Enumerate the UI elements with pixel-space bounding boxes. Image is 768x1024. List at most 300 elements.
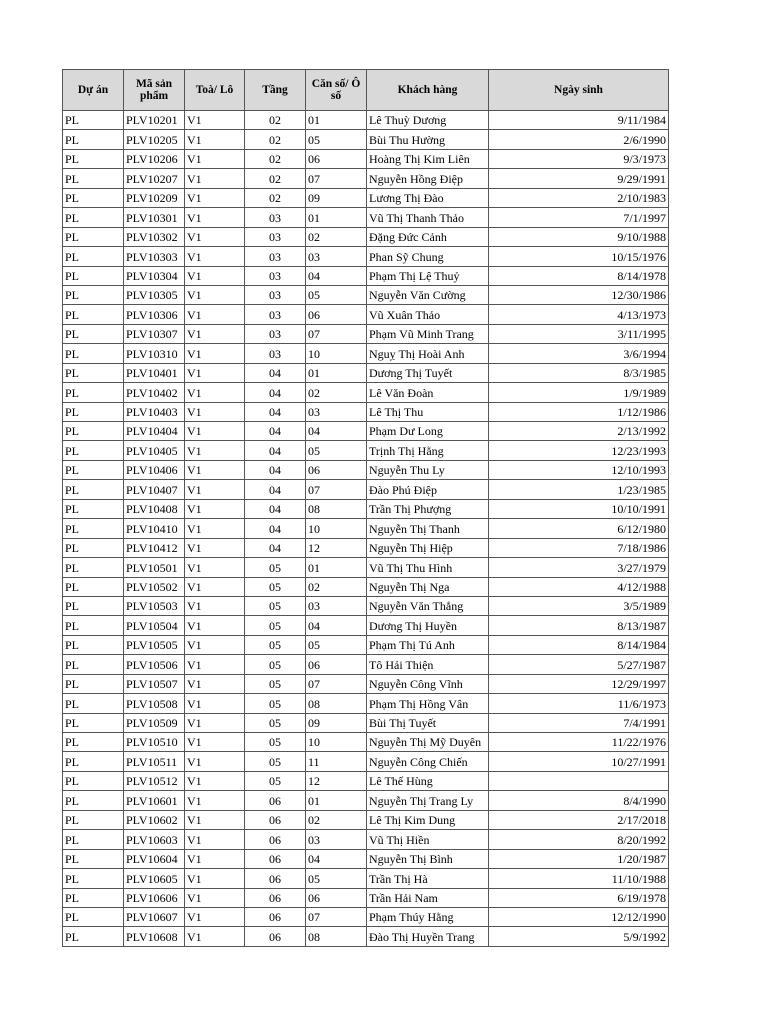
du-an-cell: PL: [63, 538, 124, 557]
ma-san-pham-cell: PLV10209: [124, 188, 185, 207]
toa-lo-cell: V1: [185, 480, 245, 499]
table-row: [63, 208, 669, 227]
ngay-sinh-cell: 8/3/1985: [489, 363, 669, 382]
toa-lo-cell: V1: [185, 285, 245, 304]
ngay-sinh-cell: 4/12/1988: [489, 577, 669, 596]
ma-san-pham-cell: PLV10403: [124, 402, 185, 421]
can-so-cell: 07: [306, 324, 367, 343]
khach-hang-cell: Nguyễn Hồng Điệp: [367, 169, 489, 188]
ma-san-pham-cell: PLV10506: [124, 655, 185, 674]
table-row: [63, 149, 669, 168]
du-an-cell: PL: [63, 810, 124, 829]
table-row: [63, 188, 669, 207]
du-an-cell: PL: [63, 771, 124, 790]
toa-lo-cell: V1: [185, 441, 245, 460]
ma-san-pham-cell: PLV10401: [124, 363, 185, 382]
ngay-sinh-cell: 9/29/1991: [489, 169, 669, 188]
ma-san-pham-cell: PLV10404: [124, 422, 185, 441]
table-row: [63, 771, 669, 790]
table-row: [63, 130, 669, 149]
khach-hang-cell: Nguyễn Thị Hiệp: [367, 538, 489, 557]
can-so-cell: 02: [306, 577, 367, 596]
tang-cell: 05: [245, 674, 306, 693]
table-row: [63, 907, 669, 926]
tang-cell: 04: [245, 519, 306, 538]
du-an-cell: PL: [63, 149, 124, 168]
can-so-cell: 12: [306, 538, 367, 557]
table-row: [63, 519, 669, 538]
tang-cell: 03: [245, 344, 306, 363]
table-body: [63, 111, 669, 947]
khach-hang-cell: Đào Phú Điệp: [367, 480, 489, 499]
tang-cell: 06: [245, 888, 306, 907]
khach-hang-cell: Nguyễn Thu Ly: [367, 460, 489, 479]
ngay-sinh-cell: 10/27/1991: [489, 752, 669, 771]
ngay-sinh-cell: 4/13/1973: [489, 305, 669, 324]
du-an-cell: PL: [63, 558, 124, 577]
ma-san-pham-cell: PLV10512: [124, 771, 185, 790]
ngay-sinh-cell: 3/6/1994: [489, 344, 669, 363]
can-so-cell: 04: [306, 616, 367, 635]
du-an-cell: PL: [63, 869, 124, 888]
can-so-cell: 06: [306, 149, 367, 168]
ma-san-pham-cell: PLV10605: [124, 869, 185, 888]
ngay-sinh-cell: 1/23/1985: [489, 480, 669, 499]
khach-hang-cell: Lê Thuỳ Dương: [367, 111, 489, 130]
table-row: [63, 324, 669, 343]
table-row: [63, 538, 669, 557]
khach-hang-cell: Nguyễn Công Chiến: [367, 752, 489, 771]
table-row: [63, 694, 669, 713]
du-an-cell: PL: [63, 266, 124, 285]
ngay-sinh-cell: 8/13/1987: [489, 616, 669, 635]
ngay-sinh-cell: 12/23/1993: [489, 441, 669, 460]
ma-san-pham-cell: PLV10310: [124, 344, 185, 363]
du-an-cell: PL: [63, 441, 124, 460]
can-so-cell: 01: [306, 558, 367, 577]
ma-san-pham-cell: PLV10402: [124, 383, 185, 402]
ngay-sinh-cell: 3/27/1979: [489, 558, 669, 577]
khach-hang-cell: Đặng Đức Cảnh: [367, 227, 489, 246]
du-an-cell: PL: [63, 635, 124, 654]
ma-san-pham-cell: PLV10304: [124, 266, 185, 285]
can-so-cell: 02: [306, 810, 367, 829]
ngay-sinh-cell: 8/20/1992: [489, 830, 669, 849]
khach-hang-cell: Phạm Dư Long: [367, 422, 489, 441]
can-so-cell: 07: [306, 674, 367, 693]
can-so-cell: 04: [306, 422, 367, 441]
tang-cell: 02: [245, 169, 306, 188]
ngay-sinh-cell: 8/4/1990: [489, 791, 669, 810]
du-an-cell: PL: [63, 188, 124, 207]
tang-cell: 03: [245, 324, 306, 343]
table-row: [63, 402, 669, 421]
can-so-cell: 05: [306, 869, 367, 888]
khach-hang-cell: Trần Thị Hà: [367, 869, 489, 888]
table-row: [63, 169, 669, 188]
ma-san-pham-cell: PLV10206: [124, 149, 185, 168]
tang-cell: 04: [245, 460, 306, 479]
ma-san-pham-cell: PLV10508: [124, 694, 185, 713]
can-so-cell: 06: [306, 655, 367, 674]
tang-cell: 03: [245, 227, 306, 246]
column-header-ma-san-pham: Mã sản phẩm: [124, 70, 185, 111]
tang-cell: 04: [245, 480, 306, 499]
toa-lo-cell: V1: [185, 169, 245, 188]
khach-hang-cell: Lê Văn Đoàn: [367, 383, 489, 402]
khach-hang-cell: Dương Thị Tuyết: [367, 363, 489, 382]
ngay-sinh-cell: 5/27/1987: [489, 655, 669, 674]
toa-lo-cell: V1: [185, 111, 245, 130]
toa-lo-cell: V1: [185, 869, 245, 888]
ma-san-pham-cell: PLV10607: [124, 907, 185, 926]
tang-cell: 02: [245, 130, 306, 149]
tang-cell: 03: [245, 285, 306, 304]
column-header-ngay-sinh: Ngày sinh: [489, 70, 669, 111]
khach-hang-cell: Hoàng Thị Kim Liên: [367, 149, 489, 168]
ma-san-pham-cell: PLV10410: [124, 519, 185, 538]
ma-san-pham-cell: PLV10405: [124, 441, 185, 460]
table-row: [63, 422, 669, 441]
du-an-cell: PL: [63, 674, 124, 693]
toa-lo-cell: V1: [185, 499, 245, 518]
table-row: [63, 460, 669, 479]
toa-lo-cell: V1: [185, 208, 245, 227]
tang-cell: 03: [245, 266, 306, 285]
khach-hang-cell: Đào Thị Huyền Trang: [367, 927, 489, 946]
ma-san-pham-cell: PLV10201: [124, 111, 185, 130]
table-row: [63, 752, 669, 771]
tang-cell: 06: [245, 849, 306, 868]
tang-cell: 05: [245, 733, 306, 752]
khach-hang-cell: Lê Thị Kim Dung: [367, 810, 489, 829]
tang-cell: 06: [245, 791, 306, 810]
du-an-cell: PL: [63, 247, 124, 266]
tang-cell: 03: [245, 247, 306, 266]
khach-hang-cell: Nguyễn Văn Thắng: [367, 596, 489, 615]
tang-cell: 04: [245, 499, 306, 518]
ngay-sinh-cell: 2/17/2018: [489, 810, 669, 829]
ngay-sinh-cell: 2/10/1983: [489, 188, 669, 207]
ngay-sinh-cell: 12/10/1993: [489, 460, 669, 479]
toa-lo-cell: V1: [185, 130, 245, 149]
tang-cell: 02: [245, 188, 306, 207]
khach-hang-cell: Nguyễn Thị Bình: [367, 849, 489, 868]
du-an-cell: PL: [63, 480, 124, 499]
tang-cell: 06: [245, 907, 306, 926]
can-so-cell: 03: [306, 596, 367, 615]
ma-san-pham-cell: PLV10608: [124, 927, 185, 946]
khach-hang-cell: Nguyễn Thị Mỹ Duyên: [367, 733, 489, 752]
toa-lo-cell: V1: [185, 752, 245, 771]
toa-lo-cell: V1: [185, 596, 245, 615]
table-row: [63, 383, 669, 402]
du-an-cell: PL: [63, 907, 124, 926]
table-row: [63, 674, 669, 693]
ma-san-pham-cell: PLV10606: [124, 888, 185, 907]
toa-lo-cell: V1: [185, 888, 245, 907]
toa-lo-cell: V1: [185, 810, 245, 829]
tang-cell: 02: [245, 111, 306, 130]
tang-cell: 04: [245, 402, 306, 421]
tang-cell: 05: [245, 558, 306, 577]
ma-san-pham-cell: PLV10307: [124, 324, 185, 343]
ma-san-pham-cell: PLV10406: [124, 460, 185, 479]
tang-cell: 04: [245, 383, 306, 402]
table-row: [63, 558, 669, 577]
table-row: [63, 480, 669, 499]
tang-cell: 05: [245, 694, 306, 713]
khach-hang-cell: Bùi Thị Tuyết: [367, 713, 489, 732]
ngay-sinh-cell: 7/4/1991: [489, 713, 669, 732]
toa-lo-cell: V1: [185, 771, 245, 790]
khach-hang-cell: Nguyễn Thị Thanh: [367, 519, 489, 538]
du-an-cell: PL: [63, 830, 124, 849]
can-so-cell: 05: [306, 635, 367, 654]
ma-san-pham-cell: PLV10502: [124, 577, 185, 596]
ngay-sinh-cell: 10/10/1991: [489, 499, 669, 518]
tang-cell: 06: [245, 869, 306, 888]
du-an-cell: PL: [63, 694, 124, 713]
du-an-cell: PL: [63, 305, 124, 324]
can-so-cell: 01: [306, 363, 367, 382]
ma-san-pham-cell: PLV10510: [124, 733, 185, 752]
tang-cell: 02: [245, 149, 306, 168]
can-so-cell: 08: [306, 499, 367, 518]
can-so-cell: 08: [306, 927, 367, 946]
toa-lo-cell: V1: [185, 791, 245, 810]
table-row: [63, 869, 669, 888]
ngay-sinh-cell: 5/9/1992: [489, 927, 669, 946]
tang-cell: 03: [245, 305, 306, 324]
column-header-toa-lo: Toà/ Lô: [185, 70, 245, 111]
can-so-cell: 02: [306, 383, 367, 402]
can-so-cell: 01: [306, 791, 367, 810]
ma-san-pham-cell: PLV10301: [124, 208, 185, 227]
toa-lo-cell: V1: [185, 616, 245, 635]
ngay-sinh-cell: 3/5/1989: [489, 596, 669, 615]
du-an-cell: PL: [63, 927, 124, 946]
ngay-sinh-cell: 12/12/1990: [489, 907, 669, 926]
toa-lo-cell: V1: [185, 305, 245, 324]
du-an-cell: PL: [63, 344, 124, 363]
toa-lo-cell: V1: [185, 907, 245, 926]
ma-san-pham-cell: PLV10505: [124, 635, 185, 654]
can-so-cell: 10: [306, 344, 367, 363]
ngay-sinh-cell: 1/20/1987: [489, 849, 669, 868]
tang-cell: 05: [245, 771, 306, 790]
table-row: [63, 227, 669, 246]
du-an-cell: PL: [63, 655, 124, 674]
ma-san-pham-cell: PLV10303: [124, 247, 185, 266]
khach-hang-cell: Trần Thị Phượng: [367, 499, 489, 518]
can-so-cell: 07: [306, 169, 367, 188]
ma-san-pham-cell: PLV10601: [124, 791, 185, 810]
khach-hang-cell: Vũ Thị Thanh Thảo: [367, 208, 489, 227]
can-so-cell: 05: [306, 130, 367, 149]
table-row: [63, 363, 669, 382]
ma-san-pham-cell: PLV10511: [124, 752, 185, 771]
table-row: [63, 305, 669, 324]
khach-hang-cell: Vũ Thị Thu Hình: [367, 558, 489, 577]
customer-table: [62, 69, 669, 947]
toa-lo-cell: V1: [185, 247, 245, 266]
ngay-sinh-cell: 2/13/1992: [489, 422, 669, 441]
ngay-sinh-cell: 9/10/1988: [489, 227, 669, 246]
ngay-sinh-cell: 8/14/1984: [489, 635, 669, 654]
ma-san-pham-cell: PLV10504: [124, 616, 185, 635]
du-an-cell: PL: [63, 227, 124, 246]
khach-hang-cell: Phạm Thúy Hằng: [367, 907, 489, 926]
du-an-cell: PL: [63, 208, 124, 227]
can-so-cell: 07: [306, 480, 367, 499]
ma-san-pham-cell: PLV10602: [124, 810, 185, 829]
can-so-cell: 09: [306, 713, 367, 732]
ngay-sinh-cell: 11/10/1988: [489, 869, 669, 888]
toa-lo-cell: V1: [185, 733, 245, 752]
ngay-sinh-cell: 12/30/1986: [489, 285, 669, 304]
khach-hang-cell: Phạm Thị Tú Anh: [367, 635, 489, 654]
du-an-cell: PL: [63, 888, 124, 907]
column-header-khach-hang: Khách hàng: [367, 70, 489, 111]
ngay-sinh-cell: 9/11/1984: [489, 111, 669, 130]
can-so-cell: 04: [306, 266, 367, 285]
ma-san-pham-cell: PLV10509: [124, 713, 185, 732]
tang-cell: 04: [245, 538, 306, 557]
du-an-cell: PL: [63, 169, 124, 188]
tang-cell: 05: [245, 616, 306, 635]
ma-san-pham-cell: PLV10407: [124, 480, 185, 499]
tang-cell: 04: [245, 422, 306, 441]
du-an-cell: PL: [63, 596, 124, 615]
khach-hang-cell: Vũ Thị Hiền: [367, 830, 489, 849]
toa-lo-cell: V1: [185, 558, 245, 577]
tang-cell: 05: [245, 752, 306, 771]
ngay-sinh-cell: 1/12/1986: [489, 402, 669, 421]
ngay-sinh-cell: 3/11/1995: [489, 324, 669, 343]
toa-lo-cell: V1: [185, 188, 245, 207]
table-row: [63, 927, 669, 946]
khach-hang-cell: Nguyễn Văn Cường: [367, 285, 489, 304]
ma-san-pham-cell: PLV10501: [124, 558, 185, 577]
ngay-sinh-cell: 12/29/1997: [489, 674, 669, 693]
toa-lo-cell: V1: [185, 422, 245, 441]
ngay-sinh-cell: 6/12/1980: [489, 519, 669, 538]
ma-san-pham-cell: PLV10207: [124, 169, 185, 188]
ngay-sinh-cell: 11/6/1973: [489, 694, 669, 713]
toa-lo-cell: V1: [185, 324, 245, 343]
can-so-cell: 04: [306, 849, 367, 868]
du-an-cell: PL: [63, 460, 124, 479]
column-header-du-an: Dự án: [63, 70, 124, 111]
khach-hang-cell: Lương Thị Đào: [367, 188, 489, 207]
can-so-cell: 10: [306, 733, 367, 752]
can-so-cell: 06: [306, 460, 367, 479]
toa-lo-cell: V1: [185, 849, 245, 868]
khach-hang-cell: Nguyễn Thị Trang Ly: [367, 791, 489, 810]
toa-lo-cell: V1: [185, 363, 245, 382]
table-row: [63, 344, 669, 363]
table-row: [63, 266, 669, 285]
ma-san-pham-cell: PLV10507: [124, 674, 185, 693]
tang-cell: 03: [245, 208, 306, 227]
khach-hang-cell: Phạm Thị Hồng Vân: [367, 694, 489, 713]
table-row: [63, 596, 669, 615]
table-row: [63, 713, 669, 732]
du-an-cell: PL: [63, 616, 124, 635]
toa-lo-cell: V1: [185, 460, 245, 479]
tang-cell: 06: [245, 830, 306, 849]
khach-hang-cell: Dương Thị Huyền: [367, 616, 489, 635]
toa-lo-cell: V1: [185, 402, 245, 421]
table-row: [63, 791, 669, 810]
du-an-cell: PL: [63, 733, 124, 752]
ma-san-pham-cell: PLV10604: [124, 849, 185, 868]
can-so-cell: 03: [306, 830, 367, 849]
can-so-cell: 01: [306, 208, 367, 227]
ngay-sinh-cell: 7/1/1997: [489, 208, 669, 227]
can-so-cell: 11: [306, 752, 367, 771]
table-row: [63, 810, 669, 829]
du-an-cell: PL: [63, 130, 124, 149]
du-an-cell: PL: [63, 791, 124, 810]
tang-cell: 05: [245, 713, 306, 732]
khach-hang-cell: Bùi Thu Hường: [367, 130, 489, 149]
can-so-cell: 05: [306, 441, 367, 460]
column-header-tang: Tầng: [245, 70, 306, 111]
du-an-cell: PL: [63, 499, 124, 518]
ma-san-pham-cell: PLV10205: [124, 130, 185, 149]
du-an-cell: PL: [63, 324, 124, 343]
can-so-cell: 08: [306, 694, 367, 713]
toa-lo-cell: V1: [185, 635, 245, 654]
column-header-can-so: Căn số/ Ô số: [306, 70, 367, 111]
table-row: [63, 247, 669, 266]
can-so-cell: 06: [306, 888, 367, 907]
can-so-cell: 09: [306, 188, 367, 207]
du-an-cell: PL: [63, 363, 124, 382]
tang-cell: 05: [245, 577, 306, 596]
du-an-cell: PL: [63, 111, 124, 130]
table-row: [63, 577, 669, 596]
khach-hang-cell: Lê Thị Thu: [367, 402, 489, 421]
tang-cell: 04: [245, 441, 306, 460]
can-so-cell: 05: [306, 285, 367, 304]
du-an-cell: PL: [63, 422, 124, 441]
du-an-cell: PL: [63, 577, 124, 596]
toa-lo-cell: V1: [185, 266, 245, 285]
toa-lo-cell: V1: [185, 149, 245, 168]
khach-hang-cell: Nguỵ Thị Hoài Anh: [367, 344, 489, 363]
tang-cell: 04: [245, 363, 306, 382]
ma-san-pham-cell: PLV10412: [124, 538, 185, 557]
toa-lo-cell: V1: [185, 713, 245, 732]
tang-cell: 05: [245, 655, 306, 674]
ngay-sinh-cell: 9/3/1973: [489, 149, 669, 168]
du-an-cell: PL: [63, 285, 124, 304]
toa-lo-cell: V1: [185, 344, 245, 363]
toa-lo-cell: V1: [185, 674, 245, 693]
toa-lo-cell: V1: [185, 830, 245, 849]
ma-san-pham-cell: PLV10603: [124, 830, 185, 849]
can-so-cell: 06: [306, 305, 367, 324]
ngay-sinh-cell: 11/22/1976: [489, 733, 669, 752]
tang-cell: 05: [245, 596, 306, 615]
ma-san-pham-cell: PLV10302: [124, 227, 185, 246]
can-so-cell: 03: [306, 402, 367, 421]
khach-hang-cell: Nguyễn Công Vĩnh: [367, 674, 489, 693]
ngay-sinh-cell: 1/9/1989: [489, 383, 669, 402]
